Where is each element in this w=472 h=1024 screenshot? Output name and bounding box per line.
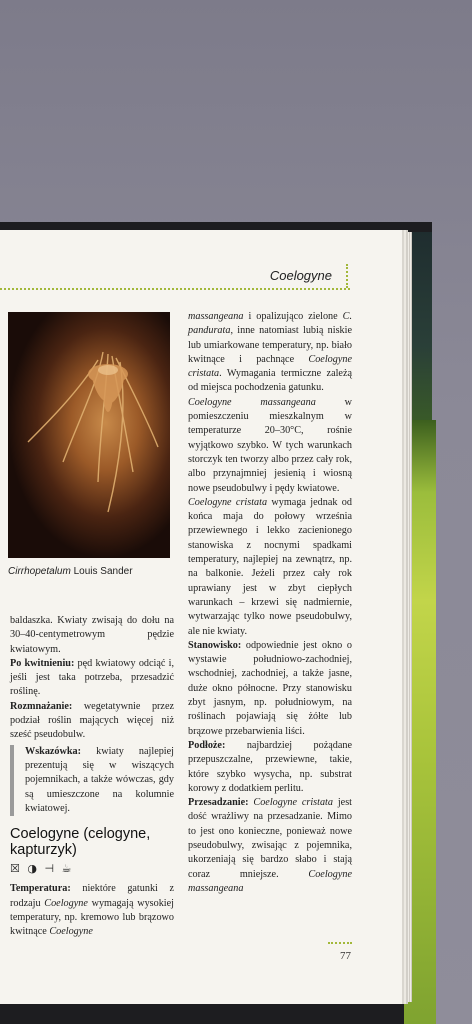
tip-label: Wskazówka: (25, 745, 82, 757)
paragraph (188, 396, 352, 496)
paragraph-text: w pomieszczeniu mieszkalnym w temperaturze 20–30°C, rośnie wyjątkowo szybko. W tych warunkach storczyk ten tworzy albo przez cały rok, albo przynajmniej jesienią i wiosną nowe pseudobulwy i pędy kwiatowe. (188, 396, 353, 494)
caption-genus: Cirrhopetalum (8, 566, 71, 577)
paragraph (188, 310, 352, 396)
page-stack-edges (402, 232, 412, 1002)
species-name: massangeana (188, 311, 244, 322)
species-name: Coelogyne (44, 897, 88, 909)
book-page (0, 230, 402, 1004)
footer-rule (328, 942, 352, 944)
paragraph-text: . Wymagania termiczne zależą od miejsca pochodzenia gatunku. (188, 368, 352, 394)
paragraph (10, 882, 174, 939)
paragraph-label: Temperatura: (10, 883, 71, 895)
paragraph-text: pęd kwiatowy odciąć i, jeśli jest taka potrzeba, przesadzić roślinę. (10, 657, 174, 698)
tip-text: kwiaty najlepiej prezentują się w wiszących pojemnikach, a także wówczas, gdy są umieszczone na kolumnie kwiatowej. (25, 745, 174, 814)
species-name: Coelogyne massangeana (188, 868, 352, 894)
paragraph-text: najbardziej pożądane przepuszczalne, przewiewne, takie, które szybko wysycha, np. substrat korowy z dodatkiem perlitu. (188, 739, 352, 794)
species-name: Coelogyne massangeana (188, 396, 316, 408)
paragraph-label: Przesadzanie: (188, 797, 249, 809)
photo-caption (8, 566, 133, 577)
orchid-illustration (8, 312, 170, 558)
paragraph (188, 796, 352, 896)
paragraph-label: Rozmnażanie: (10, 700, 73, 712)
tip-box (10, 745, 174, 816)
species-name: Coelogyne (49, 926, 93, 938)
species-name: Coelogyne cristata (248, 797, 333, 809)
care-symbols: ☒ ◑ ⊣ ☕ (10, 862, 74, 876)
paragraph-text: wymaga jednak od końca maja do połowy września przewiewnego i lekko zacienionego stanowiska z nocnymi spadkami temperatury, najlepiej na zewnątrz, np. na balkonie. Jeżeli przez cały rok uprawiany jest w zbyt ciepłych warunkach – krzewi się nadmiernie, wytwarzając tylko nowe pseudobulwy, ale nie kwiaty. (188, 496, 352, 637)
header-rule (0, 288, 350, 290)
right-column (188, 310, 352, 896)
paragraph-label: Stanowisko: (188, 639, 242, 651)
paragraph-label: Podłoże: (188, 739, 226, 751)
paragraph-text: wegetatywnie przez podział roślin mających więcej niż sześć pseudobulw. (10, 700, 174, 741)
paragraph-text: odpowiednie jest okno o wystawie południowo-zachodniej, wschodniej, zachodniej, a także jasne, duże okno północne. Przy stanowisku zbyt jasnym, np. południowym, na roślinach pojawiają się żółte lub brązowe przebarwienia liści. (188, 639, 352, 737)
left-column (10, 614, 174, 940)
genus-heading: Coelogyne (celogyne, kapturzyk) (10, 826, 151, 859)
paragraph-text: niektóre gatunki z rodzaju (10, 883, 174, 909)
species-name: Coelogyne cristata (188, 353, 352, 380)
paragraph-text: i opalizująco zielone (243, 311, 343, 322)
paragraph-text: wymagają wysokiej temperatury, np. kremowo lub brązowo kwitnące (10, 897, 174, 938)
page-number: 77 (340, 950, 351, 962)
paragraph (188, 639, 352, 739)
running-header: Coelogyne (269, 268, 332, 283)
species-name: Coelogyne cristata (188, 496, 268, 508)
paragraph (10, 657, 174, 700)
paragraph (188, 739, 352, 796)
paragraph (188, 496, 352, 639)
caption-cultivar: Louis Sander (70, 566, 133, 577)
species-name: C. pandurata (188, 311, 352, 337)
header-rule-vertical (346, 264, 348, 288)
paragraph: baldaszka. Kwiaty zwisają do dołu na 30–40-centymetrowym pędzie kwiatowym. (10, 615, 174, 655)
paragraph-label: Po kwitnieniu: (10, 657, 75, 669)
paragraph (10, 700, 174, 743)
paragraph-text: jest dość wrażliwy na przesadzanie. Mimo to jest ono konieczne, ponieważ nowe pseudobulwy, zwisając z pojemnika, ukorzeniają się bardzo słabo i stają coraz mniejsze. (188, 797, 352, 880)
orchid-photo (8, 312, 170, 558)
paragraph-text: , inne natomiast lubią niskie lub umiarkowane temperatury, np. biało kwitnące i pachnące (188, 325, 352, 365)
